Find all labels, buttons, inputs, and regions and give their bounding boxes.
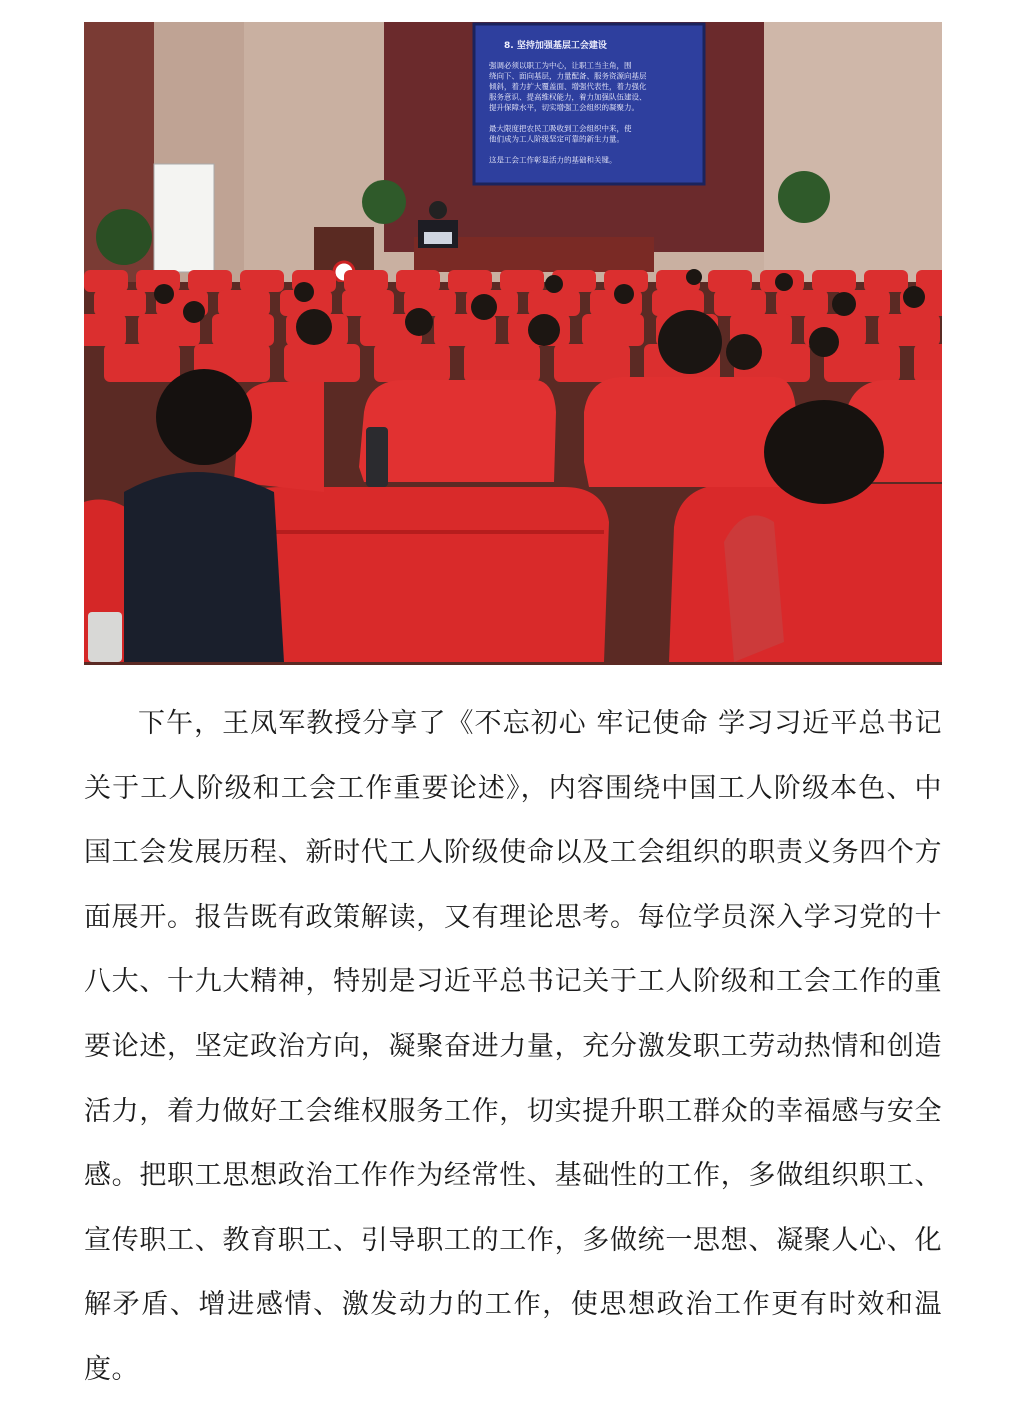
chair (812, 270, 856, 292)
chair (84, 314, 126, 346)
cup (88, 612, 122, 662)
chair (554, 344, 630, 382)
chair (84, 270, 128, 292)
person-head-mid (658, 310, 722, 374)
slide-line: 他们成为工人阶级坚定可靠的新生力量。 (489, 134, 624, 144)
lecture-hall-photo (84, 22, 942, 665)
thermos-bottle (366, 427, 388, 487)
chair (344, 270, 388, 292)
chair (528, 290, 580, 316)
chair (342, 290, 394, 316)
audience-head (154, 284, 174, 304)
chair (374, 344, 450, 382)
audience-head (405, 308, 433, 336)
chair (218, 290, 270, 316)
person-jacket-front-left (124, 472, 284, 662)
audience-head (296, 309, 332, 345)
audience-head (545, 275, 563, 293)
chair (582, 314, 644, 346)
audience-head (528, 314, 560, 346)
audience-head (294, 282, 314, 302)
person-head-front-right (764, 400, 884, 504)
speaker-laptop (424, 232, 452, 244)
article-paragraph: 下午，王凤军教授分享了《不忘初心 牢记使命 学习习近平总书记关于工人阶级和工会工作重要论述》，内容围绕中国工人阶级本色、中国工会发展历程、新时代工人阶级使命以及工会组织的职责义务四个方面展开。报告既有政策解读，又有理论思考。每位学员深入学习党的十八大、十九大精神，特别是习近平总书记关于工人阶级和工会工作的重要论述，坚定政治方向，凝聚奋进力量，充分激发职工劳动热情和创造活力，着力做好工会维权服务工作，切实提升职工群众的幸福感与安全感。把职工思想政治工作作为经常性、基础性的工作，多做组织职工、宣传职工、教育职工、引导职工的工作，多做统一思想、凝聚人心、化解矛盾、增进感情、激发动力的工作，使思想政治工作更有时效和温度。 (84, 708, 942, 1385)
chair (914, 344, 942, 382)
audience-head (614, 284, 634, 304)
audience-head (775, 273, 793, 291)
front-chair-right (669, 484, 942, 662)
person-head-front-left (156, 369, 252, 465)
slide-line: 提升保障水平，切实增强工会组织的凝聚力。 (489, 103, 639, 112)
chair (240, 270, 284, 292)
plant (362, 180, 406, 224)
person-coat-front-right (724, 515, 784, 662)
mid-chair-center (359, 380, 556, 482)
article-body (84, 692, 942, 1403)
chair (878, 314, 940, 346)
audience-head (183, 301, 205, 323)
chair (500, 270, 544, 292)
lecture-hall-illustration (84, 22, 942, 665)
chair (448, 270, 492, 292)
audience-head (471, 294, 497, 320)
audience-head (726, 334, 762, 370)
air-conditioner (154, 164, 214, 272)
chair (776, 290, 828, 316)
plant (96, 209, 152, 265)
plant (778, 171, 830, 223)
slide-line: 最大限度把农民工吸收到工会组织中来，使 (489, 124, 632, 133)
chair (188, 270, 232, 292)
audience-head (903, 286, 925, 308)
slide-line: 服务意识、提高维权能力，着力加强队伍建设、 (489, 92, 647, 102)
audience-head (686, 269, 702, 285)
slide-line: 强调必须以职工为中心，让职工当主角，围 (489, 61, 632, 70)
chair (714, 290, 766, 316)
audience-head (832, 292, 856, 316)
chair (864, 270, 908, 292)
audience-head (809, 327, 839, 357)
chair (94, 290, 146, 316)
speaker-head (429, 201, 447, 219)
chair (284, 344, 360, 382)
chair (464, 344, 540, 382)
chair (212, 314, 274, 346)
chair (396, 270, 440, 292)
slide-line: 绕向下、面向基层，力量配备、服务资源向基层 (489, 71, 647, 81)
chair (708, 270, 752, 292)
slide-line: 这是工会工作彰显活力的基础和关键。 (489, 155, 617, 165)
slide-line: 倾斜，着力扩大覆盖面、增强代表性，着力强化 (489, 82, 647, 91)
slide-heading: 8. 坚持加强基层工会建设 (504, 41, 607, 51)
mid-chair-right (584, 377, 796, 487)
chair (104, 344, 180, 382)
